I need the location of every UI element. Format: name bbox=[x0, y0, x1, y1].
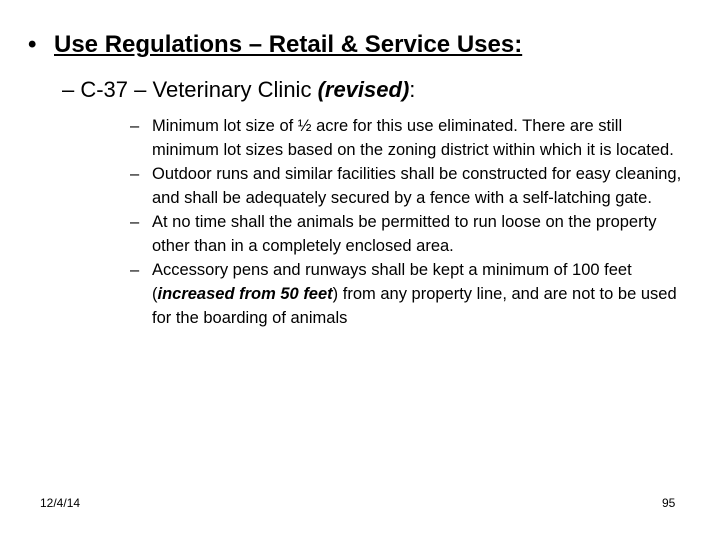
subtitle-prefix: – C-37 – Veterinary Clinic bbox=[62, 77, 318, 102]
slide-title bbox=[28, 30, 522, 60]
page-number: 95 bbox=[662, 496, 676, 510]
footer-date: 12/4/14 bbox=[40, 496, 81, 510]
item-dash: – bbox=[130, 213, 140, 231]
item-text-after: ) from any property line, and are not to be used for the boarding of animals bbox=[152, 285, 677, 327]
regulation-item bbox=[130, 210, 690, 258]
regulation-list bbox=[130, 114, 690, 330]
regulation-item bbox=[130, 258, 690, 330]
item-dash: – bbox=[130, 117, 140, 135]
item-text: Minimum lot size of ½ acre for this use eliminated. There are still minimum lot sizes based on the zoning district within which it is located. bbox=[152, 117, 674, 159]
item-dash: – bbox=[130, 261, 140, 279]
item-text: Outdoor runs and similar facilities shall be constructed for easy cleaning, and shall be adequately secured by a fence with a self-latching gate. bbox=[152, 165, 682, 207]
item-text-before: Accessory pens and runways shall be kept a minimum of 100 feet ( bbox=[152, 261, 632, 303]
item-dash: – bbox=[130, 165, 140, 183]
regulation-item bbox=[130, 114, 690, 162]
subtitle-suffix: : bbox=[409, 77, 416, 102]
title-bullet: • bbox=[28, 31, 37, 58]
subtitle bbox=[62, 76, 415, 104]
regulation-item bbox=[130, 162, 690, 210]
item-emphasis: increased from 50 feet bbox=[157, 285, 333, 303]
title-text: Use Regulations – Retail & Service Uses: bbox=[54, 31, 523, 58]
subtitle-emphasis: (revised) bbox=[317, 77, 410, 102]
item-text: At no time shall the animals be permitted to run loose on the property other than in a completely enclosed area. bbox=[152, 213, 657, 255]
